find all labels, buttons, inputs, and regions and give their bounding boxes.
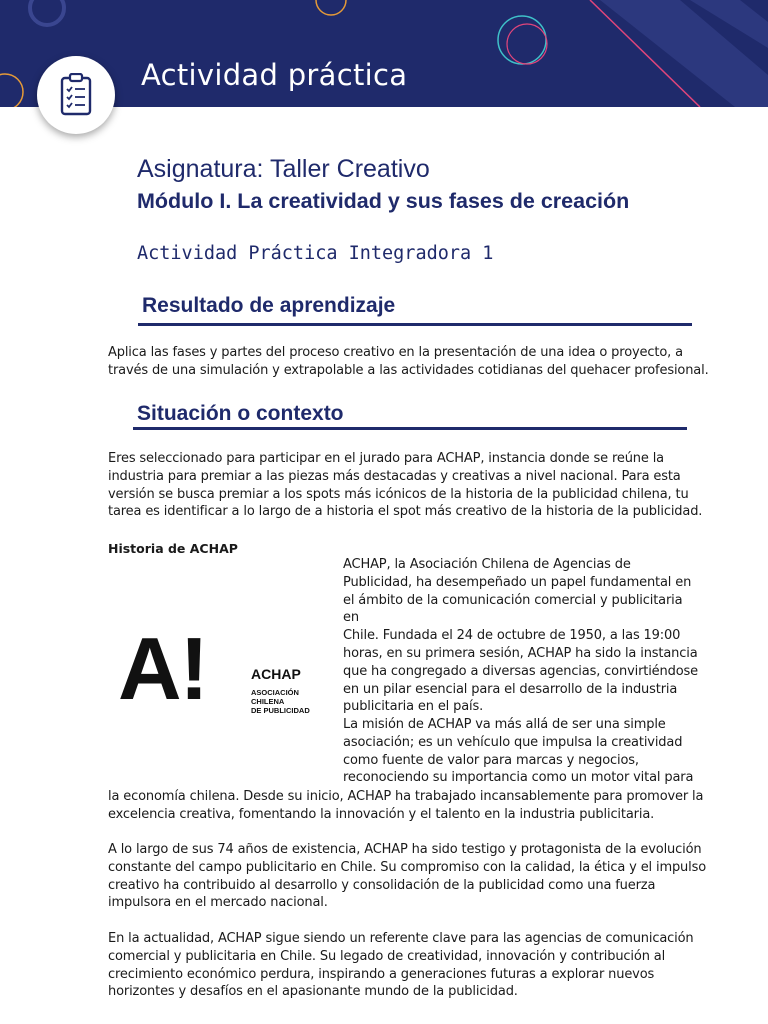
history-title: Historia de ACHAP — [108, 541, 238, 556]
history-paragraph-2-start: La misión de ACHAP va más allá de ser una simple asociación; es un vehículo que impulsa la creatividad como fuente de valor para marcas y negocios, reconociendo su importancia como un motor vital para — [343, 717, 694, 786]
section-divider — [133, 427, 687, 430]
course-title: Asignatura: Taller Creativo — [137, 155, 430, 183]
history-paragraph-2-end: la economía chilena. Desde su inicio, ACHAP ha trabajado incansablemente para promover la excelencia creativa, fomentando la innovación y el talento en la industria publicitaria. — [108, 789, 704, 822]
checklist-document-icon — [58, 73, 94, 117]
context-text: Eres seleccionado para participar en el jurado para ACHAP, instancia donde se reúne la industria para premiar a las piezas más destacadas y creativas a nivel nacional. Para esta versión se busca premiar a los spots más icónicos de la historia de la publicidad chilena, tu tarea es identificar a lo largo de a historia el spot más creativo de la historia de la publicidad. — [108, 451, 703, 520]
achap-logo-name: ACHAP — [251, 666, 301, 682]
achap-logo-mark: A! — [118, 619, 207, 718]
header-banner — [0, 0, 768, 107]
context-heading: Situación o contexto — [137, 402, 344, 425]
section-divider — [138, 323, 692, 326]
history-paragraph-3: A lo largo de sus 74 años de existencia, ACHAP ha sido testigo y protagonista de la evolución constante del campo publicitario en Chile. Su compromiso con la calidad, la ética y el impulso creativo ha contribuido al desarrollo y consolidación de la publicidad como una fuerza impulsora en el mercado nacional. — [108, 842, 707, 911]
module-title: Módulo I. La creatividad y sus fases de creación — [137, 189, 630, 213]
achap-logo — [118, 619, 328, 722]
history-paragraph-1: ACHAP, la Asociación Chilena de Agencias de Publicidad, ha desempeñado un papel fundamental en el ámbito de la comunicación comercial y publicitaria en Chile. Fundada el 24 de octubre de 1950, a las 19:00 horas, en su primera sesión, ACHAP ha sido la instancia que ha congregado a diversas agencias, convirtiéndose en un pilar esencial para el desarrollo de la industria publicitaria en el país. — [343, 557, 698, 715]
learning-outcome-heading: Resultado de aprendizaje — [142, 294, 396, 317]
achap-logo-subtitle: ASOCIACIÓN CHILENA DE PUBLICIDAD — [251, 688, 310, 715]
history-paragraph-4: En la actualidad, ACHAP sigue siendo un referente clave para las agencias de comunicación comercial y publicitaria en Chile. Su legado de creatividad, innovación y contribución al crecimiento económico perdura, inspirando a generaciones futuras a explorar nuevos horizontes y desafíos en el apasionante mundo de la publicidad. — [108, 931, 694, 1000]
activity-title: Actividad Práctica Integradora 1 — [137, 243, 494, 264]
learning-outcome-text: Aplica las fases y partes del proceso creativo en la presentación de una idea o proyecto, a través de una simulación y extrapolable a las actividades cotidianas del quehacer profesional. — [108, 345, 709, 378]
banner-title: Actividad práctica — [141, 58, 408, 92]
activity-badge — [37, 56, 115, 134]
